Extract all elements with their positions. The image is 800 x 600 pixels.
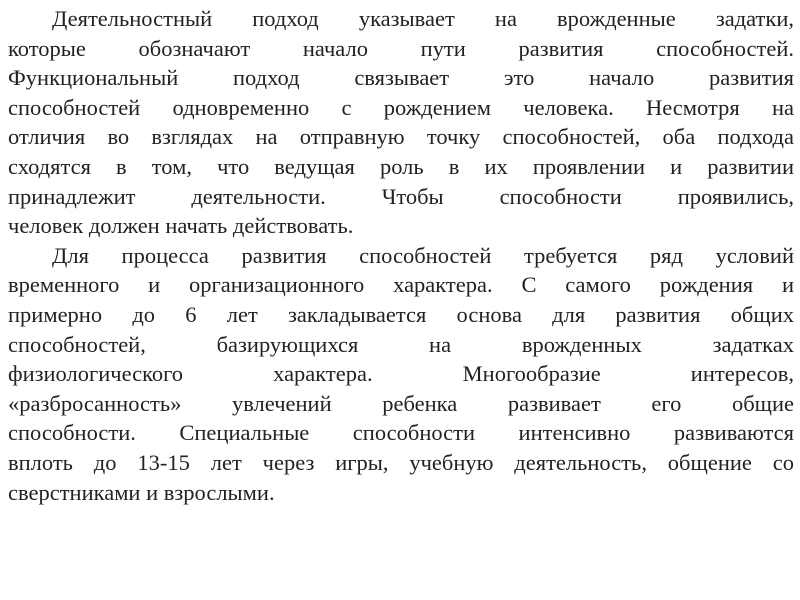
text-line: физиологического характера. Многообразие интересов,	[8, 361, 794, 387]
text-line: сходятся в том, что ведущая роль в их проявлении и развитии	[8, 153, 794, 179]
document-text	[8, 4, 794, 507]
text-line: способностей, базирующихся на врожденных задатках	[8, 331, 794, 357]
text-line: временного и организационного характера. С самого рождения и	[8, 272, 794, 298]
text-line: способности. Специальные способности интенсивно развиваются	[8, 420, 794, 446]
text-line: человек должен начать действовать.	[8, 213, 354, 239]
text-line: Функциональный подход связывает это начало развития	[8, 65, 794, 91]
text-line: вплоть до 13-15 лет через игры, учебную деятельность, общение со	[8, 449, 794, 475]
text-line: принадлежит деятельности. Чтобы способности проявились,	[8, 183, 794, 209]
paragraph-1	[8, 4, 794, 241]
text-line: которые обозначают начало пути развития способностей.	[8, 35, 794, 61]
paragraph-2	[8, 241, 794, 507]
text-line: Для процесса развития способностей требуется ряд условий	[52, 242, 794, 268]
text-line: «разбросанность» увлечений ребенка развивает его общие	[8, 390, 794, 416]
text-line: Деятельностный подход указывает на врожденные задатки,	[52, 6, 794, 31]
text-line: примерно до 6 лет закладывается основа для развития общих	[8, 301, 794, 327]
text-line: способностей одновременно с рождением человека. Несмотря на	[8, 94, 794, 120]
text-line: отличия во взглядах на отправную точку способностей, оба подхода	[8, 124, 794, 150]
text-line: сверстниками и взрослыми.	[8, 479, 275, 505]
